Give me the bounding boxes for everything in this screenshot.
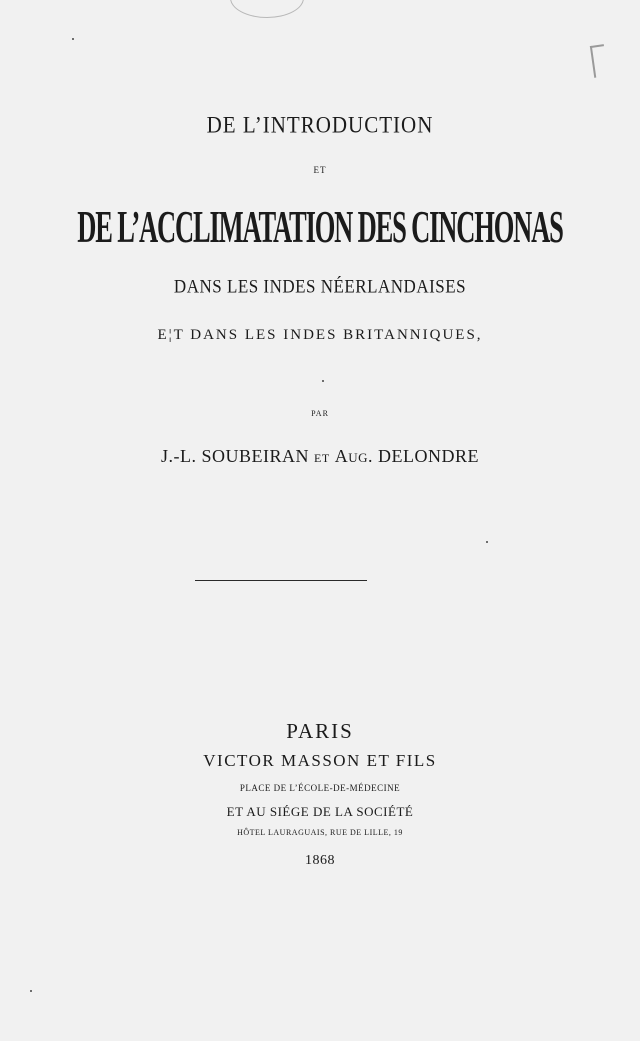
title-conjunction: ET <box>313 165 327 175</box>
imprint-publisher: VICTOR MASSON ET FILS <box>203 751 437 770</box>
title-line-1: DE L’INTRODUCTION <box>206 111 434 139</box>
ink-speck <box>72 38 74 40</box>
pencil-mark <box>590 44 608 78</box>
author-2-first-name: Aug. <box>334 446 373 466</box>
subtitle-line-1: DANS LES INDES NÉERLANDAISES <box>173 276 467 297</box>
library-stamp <box>230 0 304 18</box>
ink-speck <box>486 541 488 543</box>
imprint-society-address: HÔTEL LAURAGUAIS, RUE DE LILLE, 19 <box>237 828 403 837</box>
divider-rule <box>195 580 367 581</box>
subtitle-line-2: E¦T DANS LES INDES BRITANNIQUES, <box>157 327 483 343</box>
by-label: PAR <box>311 409 329 418</box>
authors-line <box>0 446 640 467</box>
imprint-society: ET AU SIÉGE DE LA SOCIÉTÉ <box>226 804 414 819</box>
author-2-last-name: DELONDRE <box>377 446 479 466</box>
ink-speck <box>30 990 32 992</box>
author-1: J.-L. SOUBEIRAN <box>161 446 310 466</box>
imprint-city: PARIS <box>286 719 354 743</box>
author-conjunction: ET <box>314 451 330 465</box>
ink-speck <box>322 380 324 382</box>
imprint-year: 1868 <box>305 853 335 868</box>
imprint-publisher-address: PLACE DE L’ÉCOLE-DE-MÉDECINE <box>239 783 401 793</box>
main-title: DE L’ACCLIMATATION DES CINCHONAS <box>77 203 563 253</box>
